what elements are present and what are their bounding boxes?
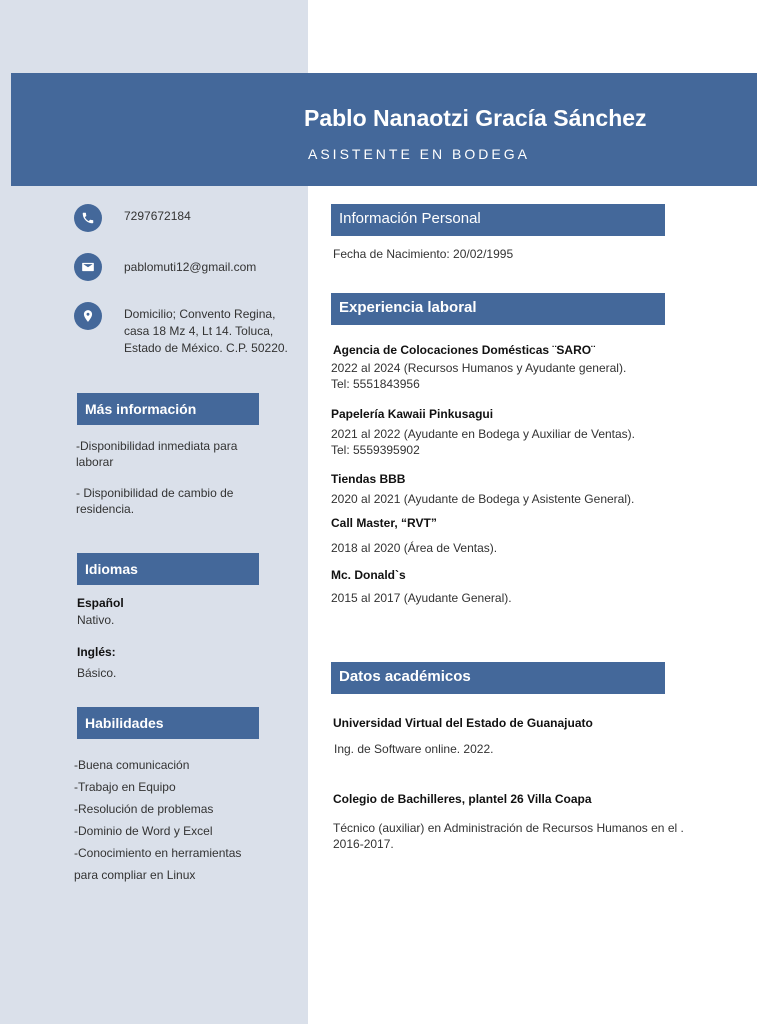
address-line: Domicilio; Convento Regina, <box>124 307 276 321</box>
birth-date: Fecha de Nacimiento: 20/02/1995 <box>333 247 514 261</box>
school-detail: Técnico (auxiliar) en Administración de Recursos Humanos en el . <box>333 821 684 835</box>
location-pin-icon <box>74 302 102 330</box>
phone-icon <box>74 204 102 232</box>
job-period: 2015 al 2017 (Ayudante General). <box>331 591 512 605</box>
job-phone: Tel: 5551843956 <box>331 377 420 391</box>
job-company: Call Master, “RVT” <box>331 516 437 530</box>
job-title: ASISTENTE EN BODEGA <box>308 146 530 162</box>
job-period: 2022 al 2024 (Recursos Humanos y Ayudante general). <box>331 361 627 375</box>
school-detail: Ing. de Software online. 2022. <box>334 742 494 756</box>
more-info-item: -Disponibilidad inmediata para laborar <box>76 439 238 469</box>
skill-item: -Conocimiento en herramientas <box>74 846 242 860</box>
more-info-item: - Disponibilidad de cambio de residencia. <box>76 486 234 516</box>
skill-item: -Dominio de Word y Excel <box>74 824 213 838</box>
job-company: Mc. Donald`s <box>331 568 406 582</box>
address <box>124 306 294 357</box>
skills-heading: Habilidades <box>77 707 259 739</box>
skill-item: -Trabajo en Equipo <box>74 780 176 794</box>
language-name: Inglés: <box>77 645 116 659</box>
envelope-icon <box>74 253 102 281</box>
job-period: 2018 al 2020 (Área de Ventas). <box>331 541 498 555</box>
personal-info-heading: Información Personal <box>331 204 665 236</box>
more-info-heading: Más información <box>77 393 259 425</box>
job-company: Papelería Kawaii Pinkusagui <box>331 407 494 421</box>
job-period: 2021 al 2022 (Ayudante en Bodega y Auxiliar de Ventas). <box>331 427 636 441</box>
address-line: casa 18 Mz 4, Lt 14. Toluca, <box>124 324 274 338</box>
job-period: 2020 al 2021 (Ayudante de Bodega y Asistente General). <box>331 492 635 506</box>
job-company: Agencia de Colocaciones Domésticas ¨SARO¨ <box>333 343 596 357</box>
school-name: Universidad Virtual del Estado de Guanajuato <box>333 716 593 730</box>
language-level: Nativo. <box>77 613 115 627</box>
address-line: Estado de México. C.P. 50220. <box>124 341 288 355</box>
email-address: pablomuti12@gmail.com <box>124 260 257 274</box>
academic-heading: Datos académicos <box>331 662 665 694</box>
job-company: Tiendas BBB <box>331 472 406 486</box>
phone-number: 7297672184 <box>124 209 191 223</box>
language-name: Español <box>77 596 124 610</box>
job-phone: Tel: 5559395902 <box>331 443 420 457</box>
school-name: Colegio de Bachilleres, plantel 26 Villa Coapa <box>333 792 592 806</box>
experience-heading: Experiencia laboral <box>331 293 665 325</box>
language-level: Básico. <box>77 666 117 680</box>
school-detail: 2016-2017. <box>333 837 394 851</box>
skill-item: -Buena comunicación <box>74 758 190 772</box>
languages-heading: Idiomas <box>77 553 259 585</box>
skill-item: -Resolución de problemas <box>74 802 214 816</box>
full-name: Pablo Nanaotzi Gracía Sánchez <box>304 105 647 131</box>
skill-item: para compliar en Linux <box>74 868 196 882</box>
skills-list <box>74 754 241 886</box>
